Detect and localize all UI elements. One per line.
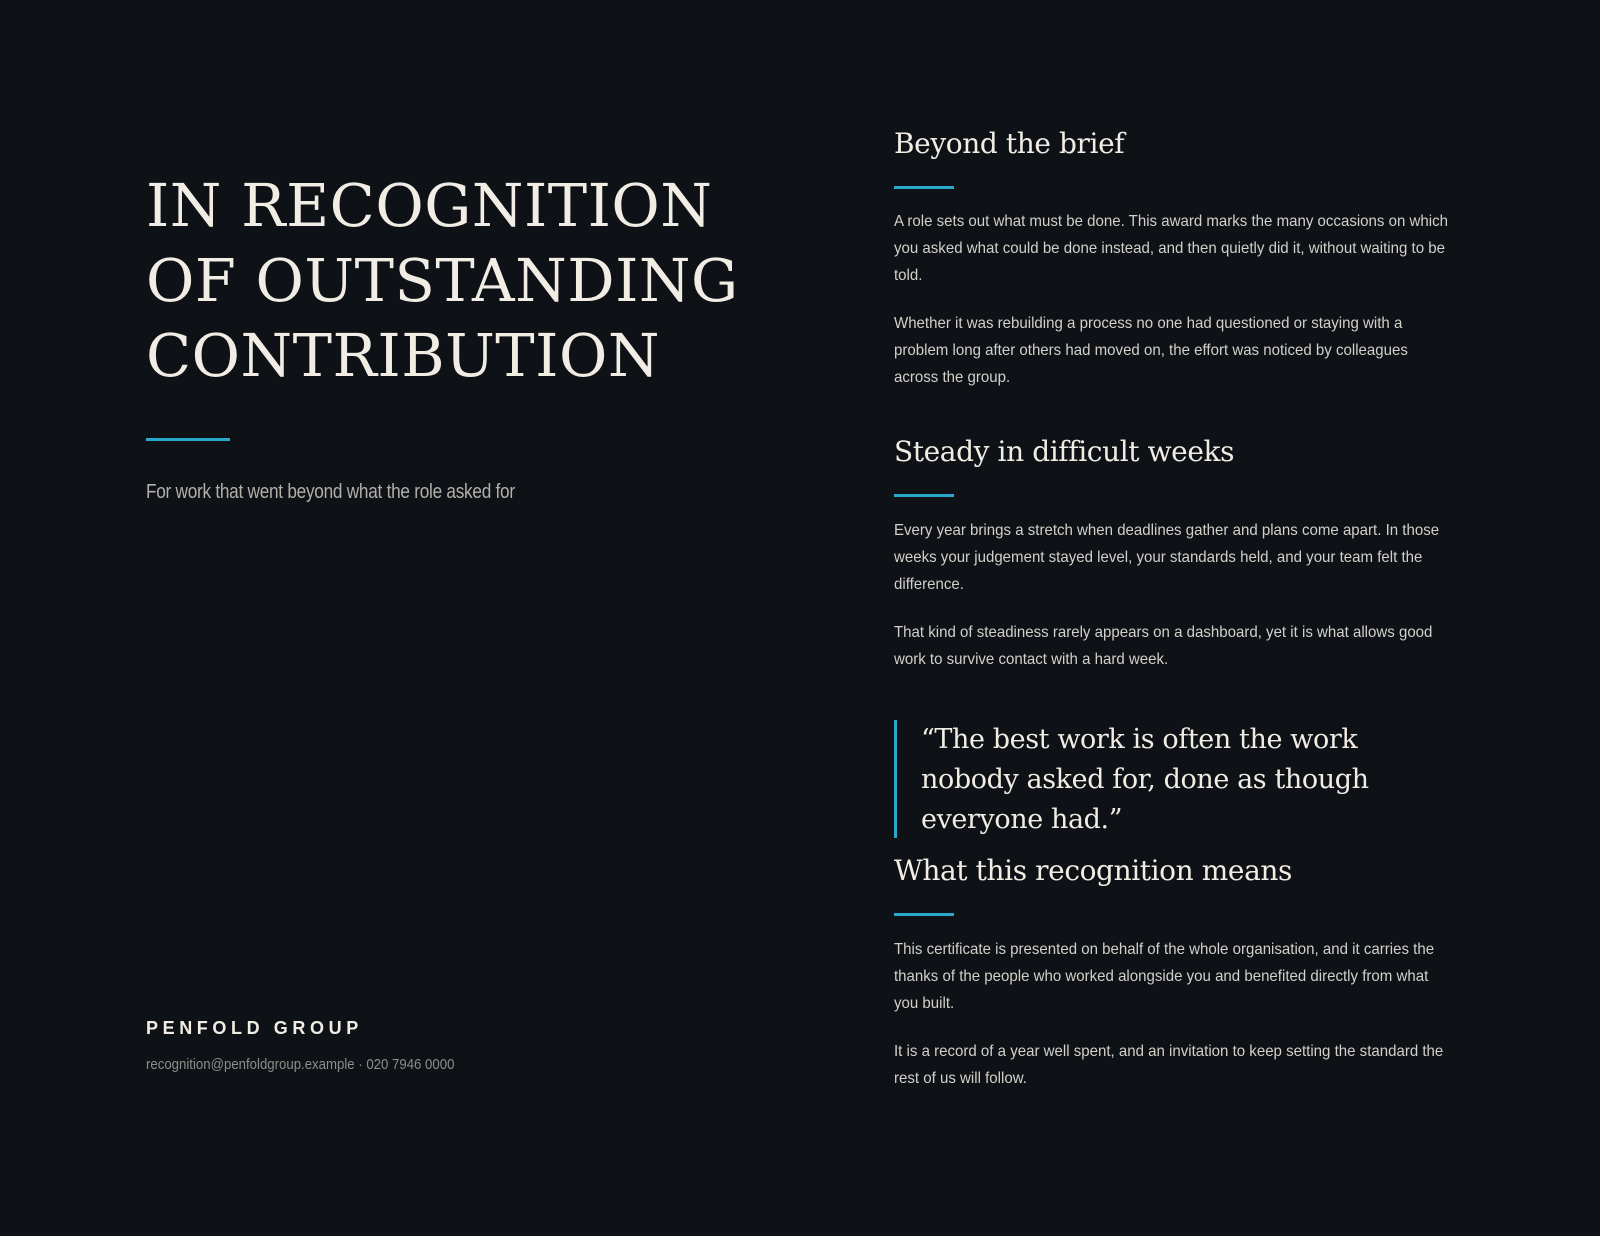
contact-line: recognition@penfoldgroup.example · 020 7946 0000 (146, 1056, 455, 1073)
paragraph-text: A role sets out what must be done. This award marks the many occasions on which you asked what could be done instead, and then quietly did it, without waiting to be told. (894, 213, 1448, 284)
certificate-subtitle: For work that went beyond what the role asked for (146, 481, 515, 503)
section-heading-steady-in-difficult-weeks: Steady in difficult weeks (894, 435, 1235, 468)
certificate-intro (146, 0, 846, 1236)
section-paragraph (894, 517, 1440, 598)
paragraph-text: Every year brings a stretch when deadlines gather and plans come apart. In those weeks your judgement stayed level, your standards held, and your team felt the difference. (894, 522, 1440, 593)
organisation-name: PENFOLD GROUP (146, 1018, 363, 1038)
paragraph-text: Whether it was rebuilding a process no one had questioned or staying with a problem long after others had moved on, the effort was noticed by colleagues across the group. (894, 315, 1408, 386)
section-paragraph (894, 936, 1435, 1017)
section-heading-what-this-recognition-means: What this recognition means (894, 854, 1292, 887)
section-divider (894, 186, 954, 189)
section-divider (894, 494, 954, 497)
pull-quote (894, 720, 1462, 838)
title-line: OF OUTSTANDING (146, 246, 739, 315)
paragraph-text: It is a record of a year well spent, and an invitation to keep setting the standard the rest of us will follow. (894, 1043, 1444, 1087)
certificate-title (146, 168, 846, 393)
title-line: CONTRIBUTION (146, 321, 660, 390)
paragraph-text: This certificate is presented on behalf of the whole organisation, and it carries the thanks of the people who worked alongside you and benefited directly from what you built. (894, 941, 1435, 1012)
quote-text: “The best work is often the work nobody asked for, done as though everyone had.” (921, 724, 1369, 835)
title-line: IN RECOGNITION (146, 171, 713, 240)
certificate-body (894, 0, 1462, 1236)
title-divider (146, 438, 230, 441)
section-paragraph (894, 1038, 1444, 1092)
section-heading-beyond-the-brief: Beyond the brief (894, 127, 1125, 160)
section-divider (894, 913, 954, 916)
section-paragraph (894, 208, 1448, 289)
section-paragraph (894, 310, 1420, 391)
section-paragraph (894, 619, 1433, 673)
paragraph-text: That kind of steadiness rarely appears on a dashboard, yet it is what allows good work to survive contact with a hard week. (894, 624, 1433, 668)
quote-bar (894, 720, 897, 838)
